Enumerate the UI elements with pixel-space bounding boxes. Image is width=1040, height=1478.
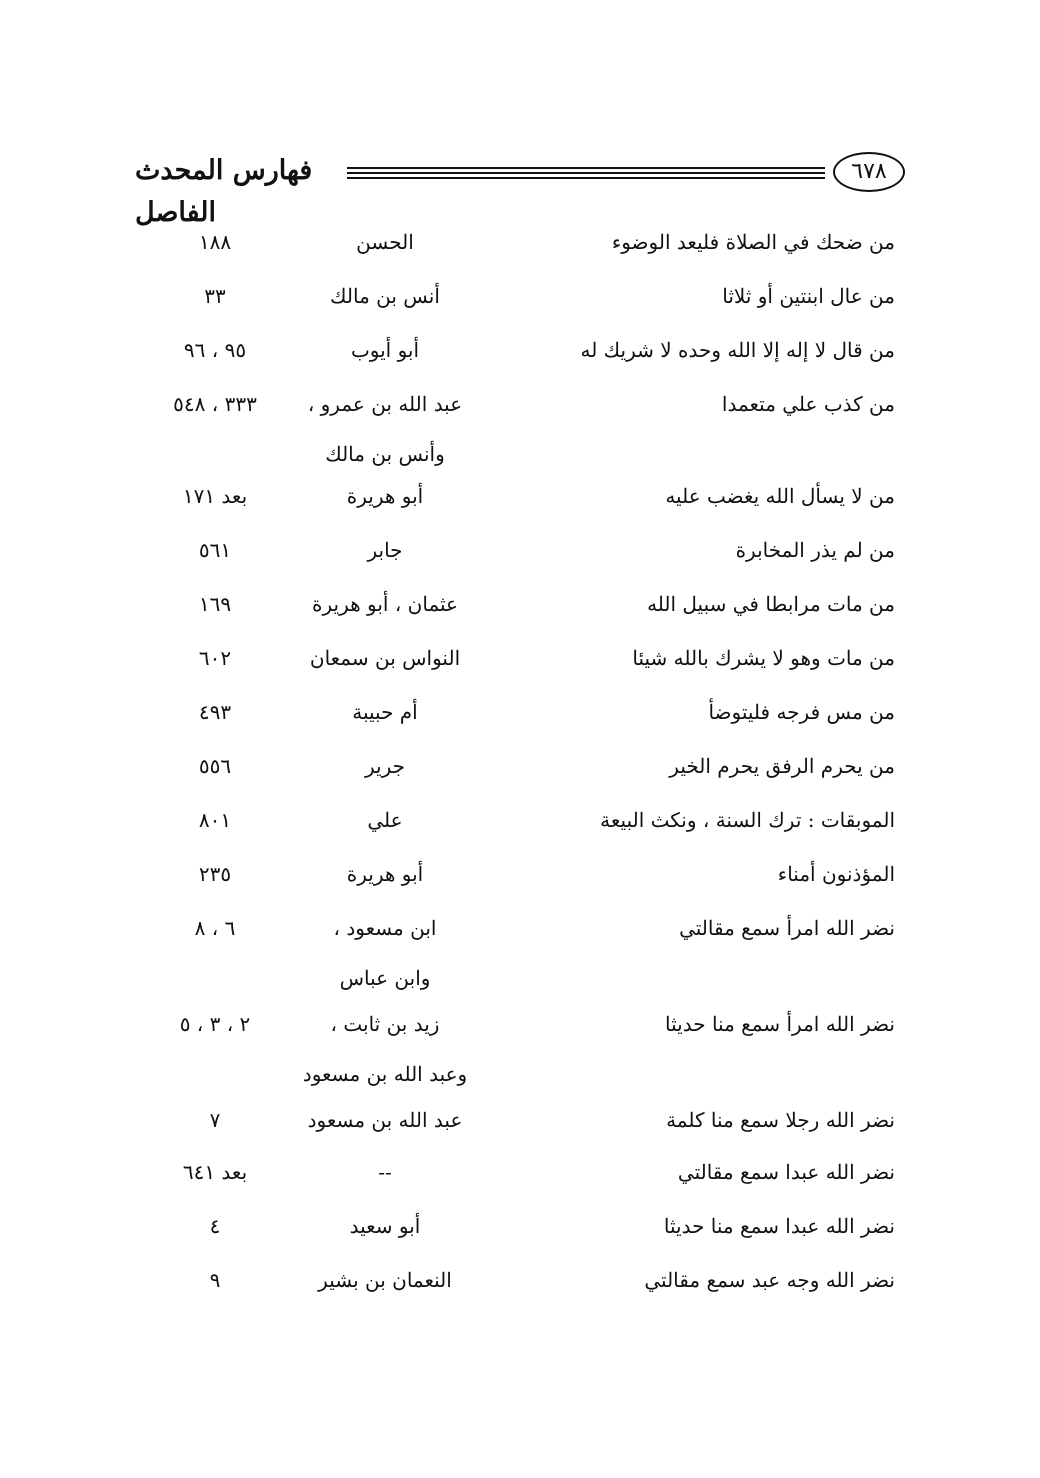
page-reference: ١٨٨ xyxy=(198,230,232,254)
hadith-text: من مات مرابطا في سبيل الله xyxy=(647,592,895,616)
narrator-name: ابن مسعود ، xyxy=(333,916,437,940)
hadith-text: من لم يذر المخابرة xyxy=(735,538,895,562)
page-reference: ٦ ، ٨ xyxy=(194,916,236,940)
hadith-text: الموبقات : ترك السنة ، ونكث البيعة xyxy=(600,808,895,832)
page-reference: ٩ xyxy=(209,1268,221,1292)
page-reference: ٤٩٣ xyxy=(198,700,232,724)
narrator-name-continued: وأنس بن مالك xyxy=(325,442,445,466)
hadith-text: من عال ابنتين أو ثلاثا xyxy=(722,284,895,308)
narrator-name: الحسن xyxy=(356,230,414,254)
narrator-name: أبو أيوب xyxy=(350,338,420,362)
page-reference: بعد ١٧١ xyxy=(182,484,248,508)
hadith-text: نضر الله وجه عبد سمع مقالتي xyxy=(644,1268,895,1292)
page-reference: ٨٠١ xyxy=(198,808,232,832)
page-number: ٦٧٨ xyxy=(833,152,905,192)
hadith-text: من مس فرجه فليتوضأ xyxy=(708,700,895,724)
page-reference: ٢ ، ٣ ، ٥ xyxy=(179,1012,251,1036)
narrator-name: -- xyxy=(378,1160,392,1184)
narrator-name: عثمان ، أبو هريرة xyxy=(312,592,458,616)
hadith-text: نضر الله امرأ سمع مقالتي xyxy=(679,916,895,940)
hadith-text: من كذب علي متعمدا xyxy=(721,392,895,416)
narrator-name: أبو هريرة xyxy=(346,484,424,508)
header-rule xyxy=(347,177,825,179)
narrator-name: جرير xyxy=(365,754,405,778)
page-reference: ٦٠٢ xyxy=(198,646,232,670)
hadith-text: من ضحك في الصلاة فليعد الوضوء xyxy=(611,230,895,254)
hadith-text: نضر الله عبدا سمع مقالتي xyxy=(677,1160,895,1184)
hadith-text: نضر الله رجلا سمع منا كلمة xyxy=(666,1108,895,1132)
header-rule xyxy=(347,172,825,174)
page-reference: ٧ xyxy=(209,1108,221,1132)
narrator-name-continued: وعبد الله بن مسعود xyxy=(302,1062,468,1086)
page-reference: ٥٥٦ xyxy=(198,754,232,778)
page-reference: ٩٥ ، ٩٦ xyxy=(183,338,247,362)
page-reference: ٣٣٣ ، ٥٤٨ xyxy=(173,392,257,416)
hadith-text: نضر الله امرأ سمع منا حديثا xyxy=(665,1012,895,1036)
hadith-text: من يحرم الرفق يحرم الخير xyxy=(669,754,895,778)
hadith-text: من مات وهو لا يشرك بالله شيئا xyxy=(632,646,895,670)
hadith-text: من قال لا إله إلا الله وحده لا شريك له xyxy=(580,338,895,362)
narrator-name-continued: وابن عباس xyxy=(339,966,431,990)
narrator-name: عبد الله بن عمرو ، xyxy=(307,392,463,416)
narrator-name: عبد الله بن مسعود xyxy=(307,1108,463,1132)
page-reference: ٥٦١ xyxy=(198,538,232,562)
narrator-name: علي xyxy=(367,808,403,832)
narrator-name: أبو هريرة xyxy=(346,862,424,886)
narrator-name: النعمان بن بشير xyxy=(318,1268,452,1292)
page-reference: ١٦٩ xyxy=(198,592,232,616)
narrator-name: زيد بن ثابت ، xyxy=(330,1012,440,1036)
page-reference: ٣٣ xyxy=(204,284,226,308)
running-title: فهارس المحدث الفاصل xyxy=(135,155,313,228)
narrator-name: جابر xyxy=(367,538,403,562)
narrator-name: أم حبيبة xyxy=(352,700,418,724)
hadith-text: المؤذنون أمناء xyxy=(777,862,895,886)
narrator-name: النواس بن سمعان xyxy=(309,646,461,670)
header-rule xyxy=(347,167,825,169)
hadith-text: نضر الله عبدا سمع منا حديثا xyxy=(663,1214,895,1238)
narrator-name: أبو سعيد xyxy=(349,1214,421,1238)
hadith-text: من لا يسأل الله يغضب عليه xyxy=(665,484,895,508)
page-reference: ٤ xyxy=(209,1214,221,1238)
narrator-name: أنس بن مالك xyxy=(330,284,440,308)
page-reference: بعد ٦٤١ xyxy=(182,1160,248,1184)
page-reference: ٢٣٥ xyxy=(198,862,232,886)
page-header xyxy=(135,150,905,228)
